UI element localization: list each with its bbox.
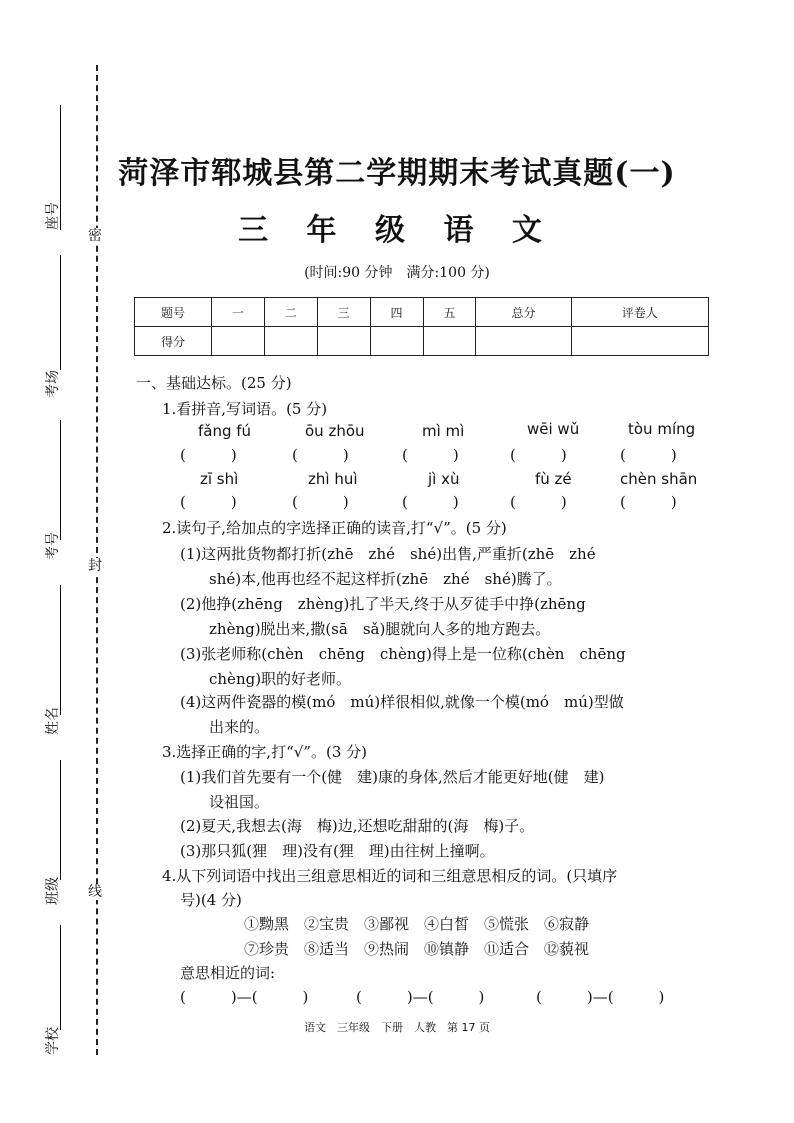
exam-title: 菏泽市郓城县第二学期期末考试真题(一) bbox=[118, 156, 676, 191]
q2-line: (3)张老师称(chèn chēng chèng)得上是一位称(chèn chēng bbox=[180, 645, 626, 663]
answer-box[interactable]: ( ) bbox=[180, 446, 237, 464]
exam-number-label: 考号 bbox=[45, 532, 61, 560]
exam-room-label: 考场 bbox=[45, 370, 61, 398]
q3-title: 3.选择正确的字,打“√”。(3 分) bbox=[162, 743, 367, 761]
answer-box[interactable]: ( ) bbox=[510, 446, 567, 464]
score-header-cell: 四 bbox=[370, 298, 423, 327]
q2-line: 出来的。 bbox=[209, 718, 270, 736]
seal-char-xian: 线 bbox=[88, 884, 102, 900]
q2-line: (2)他挣(zhēng zhèng)扎了半天,终于从歹徒手中挣(zhēng bbox=[180, 595, 586, 613]
score-row-label: 得分 bbox=[135, 327, 212, 356]
q1-pinyin: wēi wǔ bbox=[527, 420, 580, 438]
q4-word-list: ⑦珍贵 ⑧适当 ⑨热闹 ⑩镇静 ⑪适合 ⑫藐视 bbox=[244, 940, 590, 958]
exam-meta: (时间:90 分钟 满分:100 分) bbox=[304, 265, 490, 281]
score-table bbox=[134, 297, 709, 356]
class-line bbox=[60, 760, 61, 880]
score-header-cell: 总分 bbox=[476, 298, 571, 327]
answer-box[interactable]: ( ) bbox=[292, 446, 349, 464]
exam-subtitle: 三 年 级 语 文 bbox=[238, 213, 556, 248]
q1-pinyin: chèn shān bbox=[620, 470, 698, 488]
score-cell[interactable] bbox=[571, 327, 708, 356]
score-cell[interactable] bbox=[212, 327, 265, 356]
q2-line: shé)本,他再也经不起这样折(zhē zhé shé)腾了。 bbox=[209, 570, 562, 588]
answer-box[interactable]: ( ) bbox=[180, 493, 237, 511]
score-cell[interactable] bbox=[370, 327, 423, 356]
school-label: 学校 bbox=[45, 1027, 61, 1055]
page-footer: 语文 三年级 下册 人教 第 17 页 bbox=[304, 1021, 490, 1034]
section-heading: 一、基础达标。(25 分) bbox=[136, 374, 292, 392]
score-cell[interactable] bbox=[423, 327, 476, 356]
q1-pinyin: ōu zhōu bbox=[305, 422, 365, 440]
q4-similar-label: 意思相近的词: bbox=[180, 964, 276, 982]
score-header-cell: 三 bbox=[317, 298, 370, 327]
score-table-score-row bbox=[135, 327, 709, 356]
q4-title-cont: 号)(4 分) bbox=[180, 891, 242, 909]
q1-pinyin: jì xù bbox=[428, 470, 460, 488]
answer-box[interactable]: ( ) bbox=[292, 493, 349, 511]
answer-pair[interactable]: ( )—( ) bbox=[180, 988, 309, 1006]
score-header-cell: 一 bbox=[212, 298, 265, 327]
score-table-header-row bbox=[135, 298, 709, 327]
q1-pinyin: zī shì bbox=[200, 470, 239, 488]
q4-word-list: ①黝黑 ②宝贵 ③鄙视 ④白皙 ⑤慌张 ⑥寂静 bbox=[244, 915, 590, 933]
q1-pinyin: tòu míng bbox=[628, 420, 696, 438]
school-line bbox=[60, 925, 61, 1030]
exam-number-line bbox=[60, 420, 61, 540]
answer-box[interactable]: ( ) bbox=[620, 446, 677, 464]
q1-pinyin: fǎng fú bbox=[198, 422, 252, 440]
q2-title: 2.读句子,给加点的字选择正确的读音,打“√”。(5 分) bbox=[162, 519, 507, 537]
score-cell[interactable] bbox=[317, 327, 370, 356]
score-header-cell: 题号 bbox=[135, 298, 212, 327]
score-header-cell: 五 bbox=[423, 298, 476, 327]
answer-box[interactable]: ( ) bbox=[402, 493, 459, 511]
q3-line: (3)那只狐(狸 理)没有(狸 理)由往树上撞啊。 bbox=[180, 842, 495, 860]
answer-pair[interactable]: ( )—( ) bbox=[356, 988, 485, 1006]
score-header-cell: 二 bbox=[264, 298, 317, 327]
score-cell[interactable] bbox=[476, 327, 571, 356]
q2-line: zhèng)脱出来,撒(sā sǎ)腿就向人多的地方跑去。 bbox=[209, 620, 551, 638]
answer-box[interactable]: ( ) bbox=[510, 493, 567, 511]
seal-char-feng: 封 bbox=[88, 558, 102, 574]
q3-line: (1)我们首先要有一个(健 建)康的身体,然后才能更好地(健 建) bbox=[180, 768, 605, 786]
class-label: 班级 bbox=[45, 877, 61, 905]
q3-line: 设祖国。 bbox=[209, 793, 270, 811]
seat-number-label: 座号 bbox=[45, 202, 61, 230]
answer-box[interactable]: ( ) bbox=[620, 493, 677, 511]
seal-char-mi: 密 bbox=[88, 228, 102, 244]
q4-title: 4.从下列词语中找出三组意思相近的词和三组意思相反的词。(只填序 bbox=[162, 867, 618, 885]
q3-line: (2)夏天,我想去(海 梅)边,还想吃甜甜的(海 梅)子。 bbox=[180, 817, 535, 835]
q2-line: (4)这两件瓷器的模(mó mú)样很相似,就像一个模(mó mú)型做 bbox=[180, 693, 624, 711]
q1-pinyin: zhì huì bbox=[308, 470, 358, 488]
score-header-cell: 评卷人 bbox=[571, 298, 708, 327]
answer-pair[interactable]: ( )—( ) bbox=[536, 988, 665, 1006]
q1-title: 1.看拼音,写词语。(5 分) bbox=[162, 400, 328, 418]
q2-line: chèng)职的好老师。 bbox=[209, 670, 352, 688]
answer-box[interactable]: ( ) bbox=[402, 446, 459, 464]
q1-pinyin: fù zé bbox=[535, 470, 572, 488]
q1-pinyin: mì mì bbox=[422, 422, 465, 440]
name-line bbox=[60, 585, 61, 715]
name-label: 姓名 bbox=[45, 707, 61, 735]
q2-line: (1)这两批货物都打折(zhē zhé shé)出售,严重折(zhē zhé bbox=[180, 545, 596, 563]
score-cell[interactable] bbox=[264, 327, 317, 356]
